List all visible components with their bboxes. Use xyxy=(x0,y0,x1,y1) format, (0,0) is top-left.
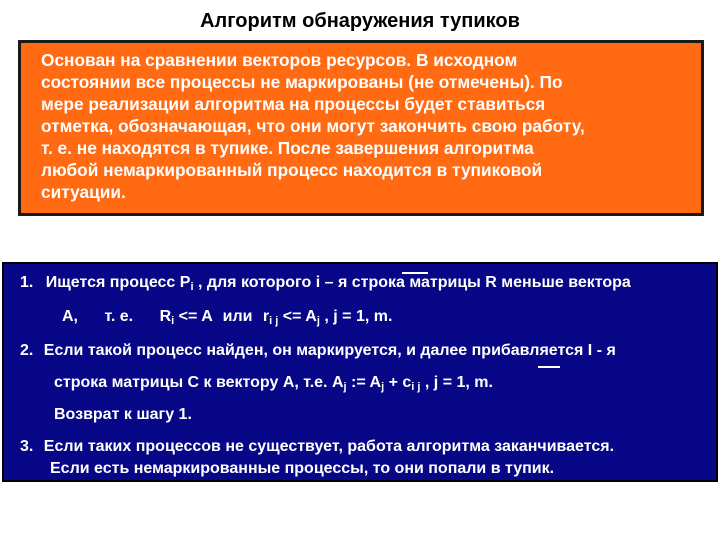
slide-title: Алгоритм обнаружения тупиков xyxy=(200,10,520,32)
step-1-vector-a: A, xyxy=(62,308,78,325)
overline-vector-r xyxy=(402,272,428,274)
overline-m xyxy=(538,366,560,368)
step-2-aj-sub-2: j xyxy=(381,381,385,393)
step-1-number: 1. xyxy=(20,274,34,291)
step-1-r-small: r xyxy=(262,308,270,325)
intro-box xyxy=(18,40,704,216)
step-2-range: , j = 1, m. xyxy=(420,374,493,391)
step-1-line-2 xyxy=(62,308,392,327)
step-3-line-2 xyxy=(50,460,554,478)
intro-line: т. е. не находятся в тупике. После завершения алгоритма xyxy=(41,138,534,158)
step-1-te: т. е. xyxy=(104,308,134,325)
step-3-text-b: Если есть немаркированные процессы, то они попали в тупик. xyxy=(50,460,555,477)
step-1-line-1 xyxy=(20,274,631,293)
step-2-assign: := A xyxy=(346,374,382,391)
step-2-text-a: Если такой процесс найден, он маркируется, и далее прибавляется I - я xyxy=(43,342,616,359)
step-2-plus-c: + c xyxy=(384,374,412,391)
step-1-text-b: , для которого i – я строка матрицы R меньше вектора xyxy=(193,274,631,291)
step-1-rij-sub: i j xyxy=(269,315,279,327)
step-1-le-a: <= A xyxy=(278,308,317,325)
step-1-sub-i: i xyxy=(190,281,194,293)
intro-line: мере реализации алгоритма на процессы будет ставиться xyxy=(41,94,546,114)
intro-line: ситуации. xyxy=(41,182,126,202)
step-2-text-b: строка матрицы C к вектору A, т.е. A xyxy=(54,374,344,391)
step-1-condition: <= A xyxy=(174,308,213,325)
step-3-line-1 xyxy=(20,438,614,456)
step-1-r-sub: i xyxy=(171,315,175,327)
step-1-aj-sub: j xyxy=(316,315,320,327)
step-3-text-a: Если таких процессов не существует, работа алгоритма заканчивается. xyxy=(43,438,615,455)
step-2-line-2 xyxy=(54,374,493,393)
step-1-range: , j = 1, m. xyxy=(319,308,393,325)
step-1-r: R xyxy=(159,308,172,325)
intro-line: любой немаркированный процесс находится в тупиковой xyxy=(41,160,543,180)
algorithm-steps-box xyxy=(2,262,718,482)
intro-line: отметка, обозначающая, что они могут закончить свою работу, xyxy=(41,116,585,136)
step-1-text-a: Ищется процесс P xyxy=(45,274,191,291)
step-2-number: 2. xyxy=(20,342,34,359)
step-2-line-1 xyxy=(20,342,616,360)
step-2-aj-sub: j xyxy=(343,381,347,393)
step-2-return: Возврат к шагу 1. xyxy=(54,406,192,423)
step-1-or: или xyxy=(222,308,253,325)
step-2-line-3 xyxy=(54,406,192,424)
intro-line: Основан на сравнении векторов ресурсов. В исходном xyxy=(41,50,518,70)
intro-line: состоянии все процессы не маркированы (не отмечены). По xyxy=(41,72,563,92)
step-2-cij-sub: i j xyxy=(411,381,421,393)
step-3-number: 3. xyxy=(20,438,34,455)
intro-text xyxy=(41,49,691,203)
